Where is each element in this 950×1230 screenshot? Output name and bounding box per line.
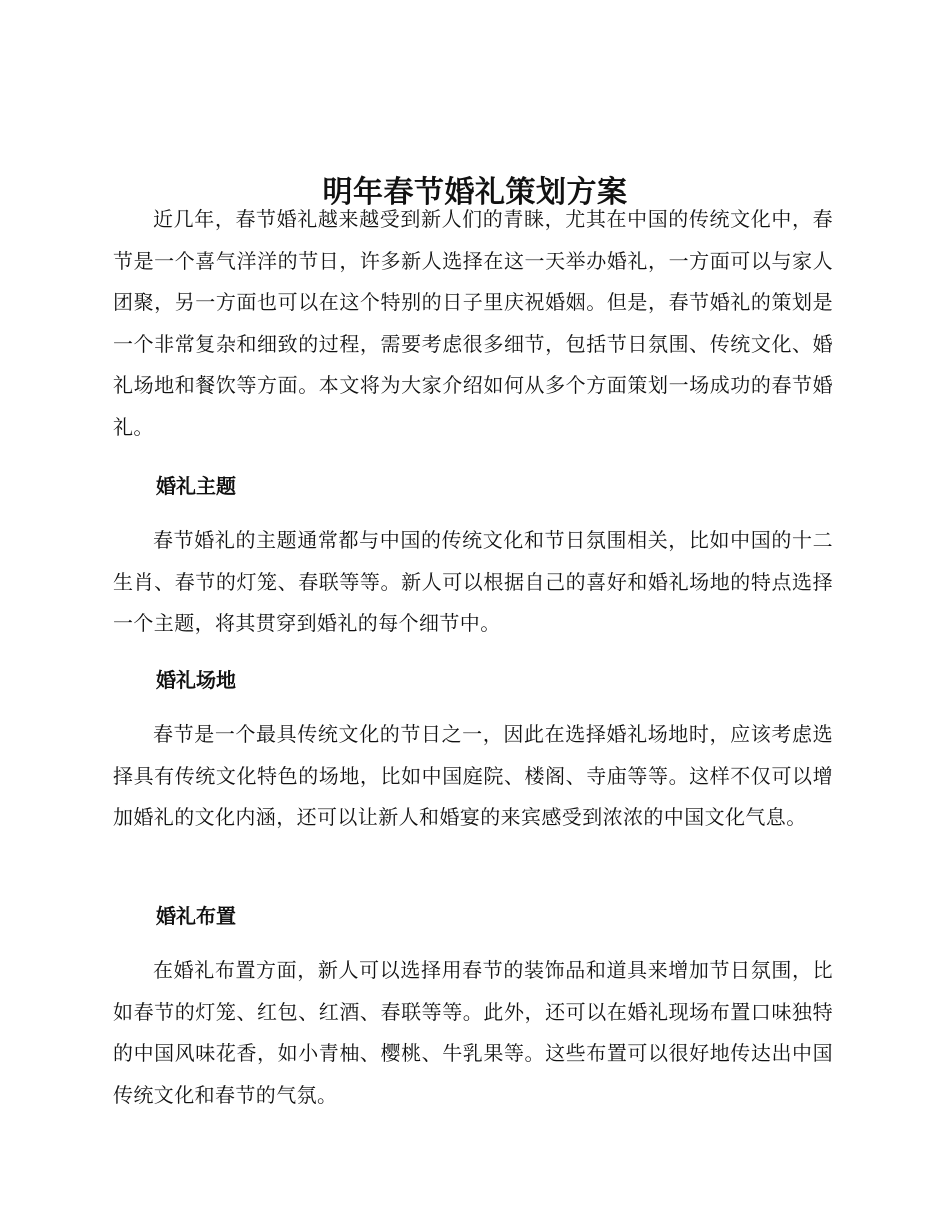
section-body-decoration: 在婚礼布置方面，新人可以选择用春节的装饰品和道具来增加节日氛围，比如春节的灯笼、红包、红酒、春联等等。此外，还可以在婚礼现场布置口味独特的中国风味花香，如小青柚、樱桃、牛乳果等。这些布置可以很好地传达出中国传统文化和春节的气氛。 bbox=[113, 958, 833, 1107]
intro-paragraph: 近几年，春节婚礼越来越受到新人们的青睐，尤其在中国的传统文化中，春节是一个喜气洋洋的节日，许多新人选择在这一天举办婚礼，一方面可以与家人团聚，另一方面也可以在这个特别的日子里庆祝婚姻。但是，春节婚礼的策划是一个非常复杂和细致的过程，需要考虑很多细节，包括节日氛围、传统文化、婚礼场地和餐饮等方面。本文将为大家介绍如何从多个方面策划一场成功的春节婚礼。 bbox=[113, 207, 833, 439]
document-title: 明年春节婚礼策划方案 bbox=[322, 175, 628, 211]
section-heading-decoration: 婚礼布置 bbox=[156, 904, 236, 928]
section-heading-venue: 婚礼场地 bbox=[156, 668, 236, 692]
section-heading-theme: 婚礼主题 bbox=[156, 474, 236, 498]
section-body-venue: 春节是一个最具传统文化的节日之一，因此在选择婚礼场地时，应该考虑选择具有传统文化特色的场地，比如中国庭院、楼阁、寺庙等等。这样不仅可以增加婚礼的文化内涵，还可以让新人和婚宴的来宾感受到浓浓的中国文化气息。 bbox=[113, 722, 833, 829]
section-body-theme: 春节婚礼的主题通常都与中国的传统文化和节日氛围相关，比如中国的十二生肖、春节的灯笼、春联等等。新人可以根据自己的喜好和婚礼场地的特点选择一个主题，将其贯穿到婚礼的每个细节中。 bbox=[113, 528, 833, 635]
